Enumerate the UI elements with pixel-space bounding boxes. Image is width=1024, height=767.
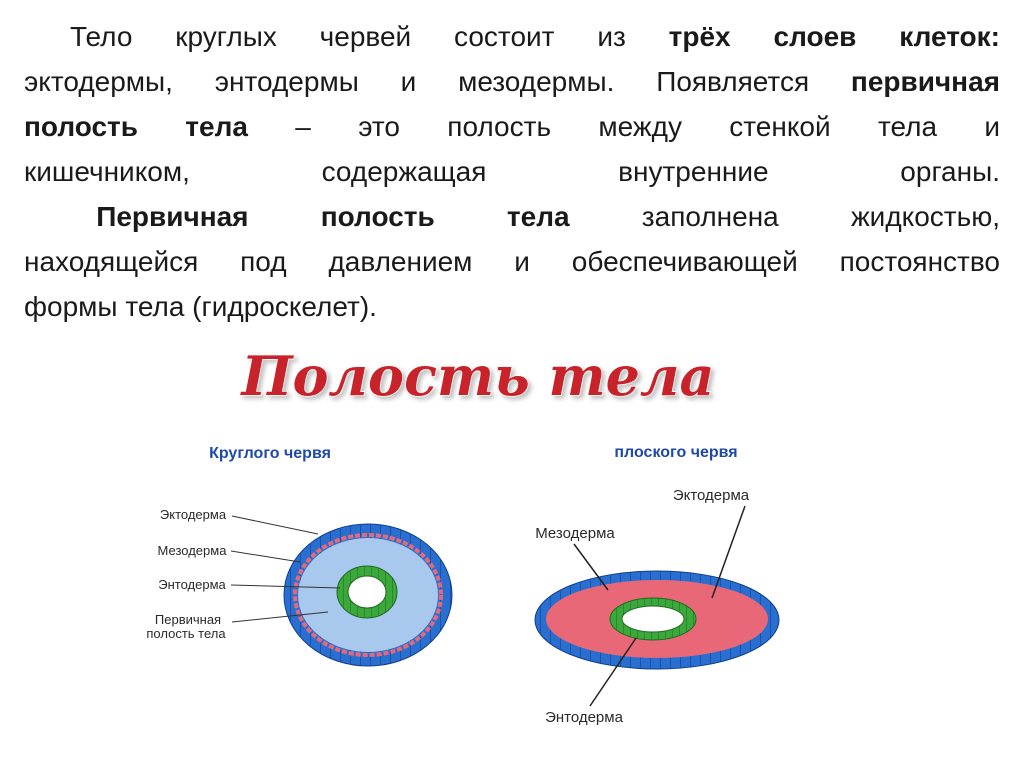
label-mesoderm-flat: Мезодерма <box>535 525 615 542</box>
flat-worm-caption: плоского червя <box>614 444 738 461</box>
flat-gut-lumen <box>622 606 684 632</box>
text-line-1: Тело круглых червей состоит из трёх слоев клеток: <box>70 21 1000 52</box>
label-cavity-round-1: Первичная <box>154 612 222 627</box>
label-endoderm-flat: Энтодерма <box>545 709 623 726</box>
diagram-title: Полость тела <box>241 344 715 408</box>
leader-mesoderm-round <box>231 551 300 562</box>
text-line-2: эктодермы, энтодермы и мезодермы. Появляется первичная <box>24 66 1000 97</box>
text-line-4: кишечником, содержащая внутренние органы. <box>24 156 1000 187</box>
bold-primary: первичная <box>850 66 1000 97</box>
round-worm-caption: Круглого червя <box>209 445 331 462</box>
round-worm-section <box>284 524 452 666</box>
flat-worm-section <box>535 571 779 669</box>
bold-body-cavity: полость тела <box>24 111 248 142</box>
bold-three-layers: трёх слоев клеток: <box>668 21 1000 52</box>
label-cavity-round-2: полость тела <box>146 626 226 641</box>
bold-primary-cavity: Первичная полость тела <box>96 201 570 232</box>
label-ectoderm-round: Эктодерма <box>159 507 227 522</box>
label-mesoderm-round: Мезодерма <box>157 543 227 558</box>
text-line-3: полость тела – это полость между стенкой тела и <box>24 111 1000 142</box>
round-gut-lumen <box>348 576 386 608</box>
label-ectoderm-flat: Эктодерма <box>672 487 750 504</box>
text-line-7: формы тела (гидроскелет). <box>24 291 377 322</box>
label-endoderm-round: Энтодерма <box>158 577 226 592</box>
text-line-6: находящейся под давлением и обеспечивающей постоянство <box>24 246 1000 277</box>
text-line-5: Первичная полость тела заполнена жидкостью, <box>96 201 1000 232</box>
leader-ectoderm-round <box>232 516 318 534</box>
